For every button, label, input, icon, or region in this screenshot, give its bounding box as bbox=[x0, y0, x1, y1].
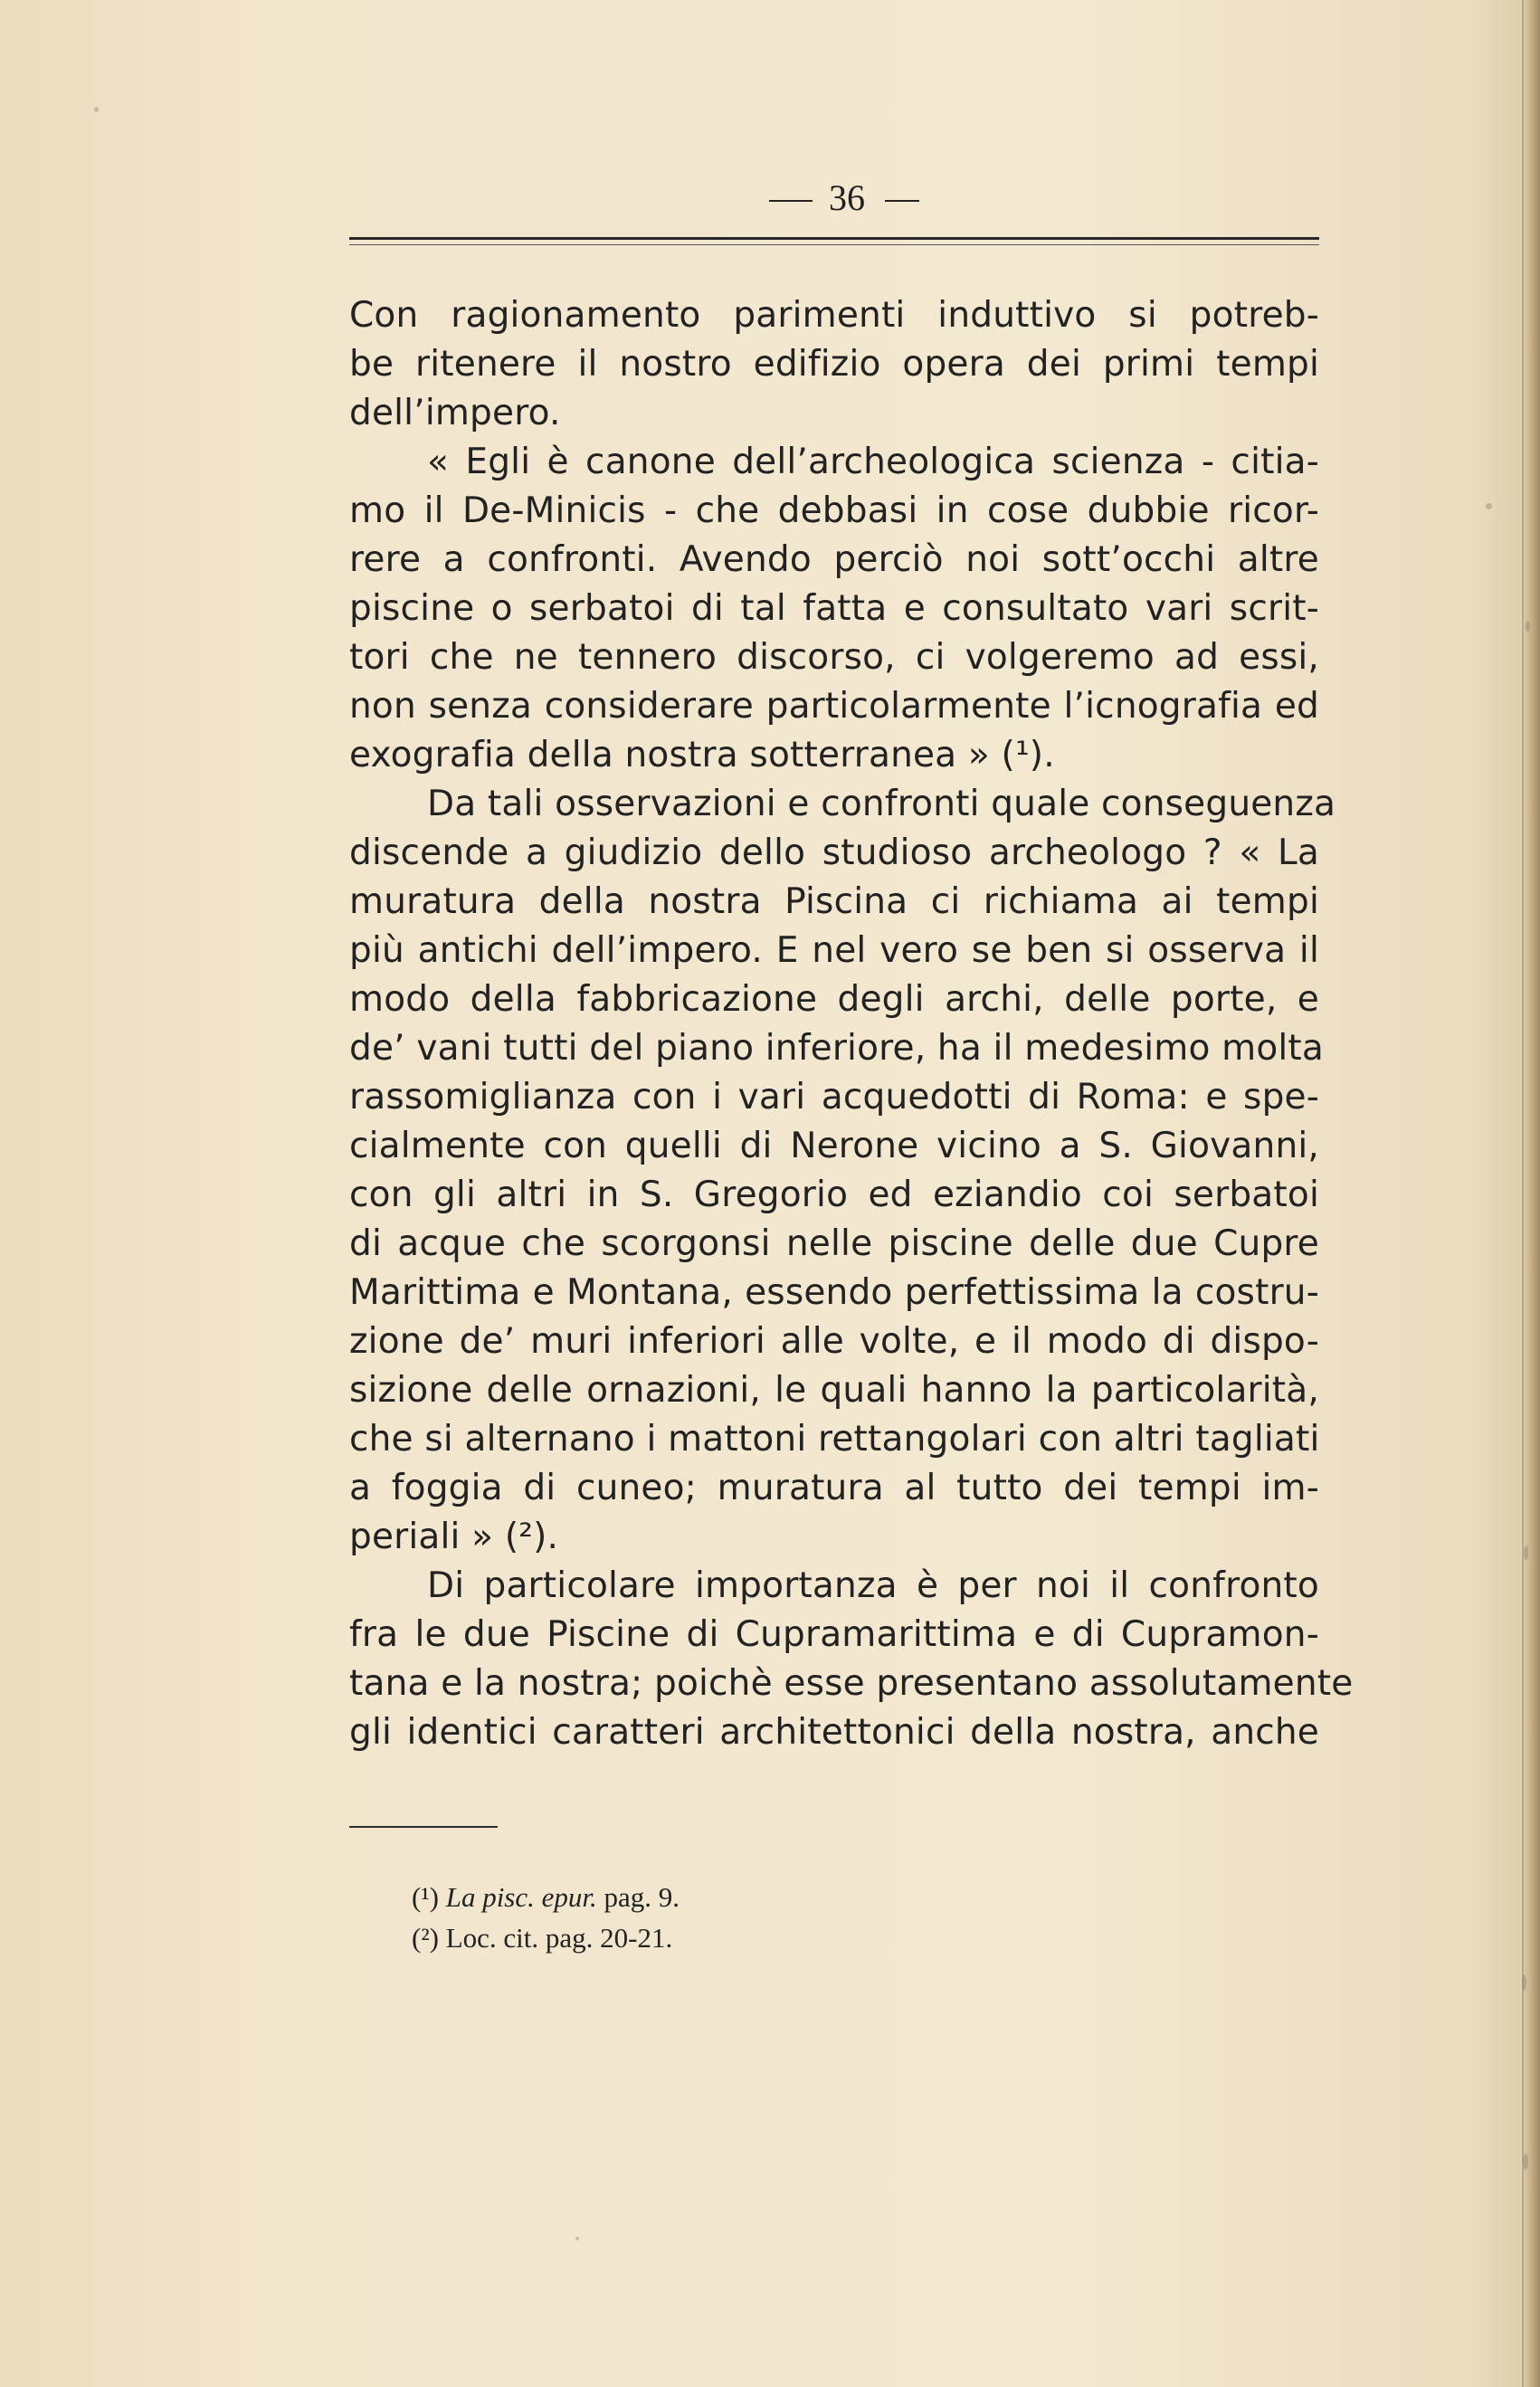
body-line: discende a giudizio dello studioso archeologo ? « La bbox=[349, 832, 1319, 873]
header-dash-left bbox=[769, 200, 813, 202]
paper-speck bbox=[575, 2237, 579, 2240]
paper-speck bbox=[1522, 1974, 1526, 1991]
body-line: rassomiglianza con i vari acquedotti di Roma: e spe- bbox=[349, 1077, 1319, 1117]
body-line: piscine o serbatoi di tal fatta e consultato vari scrit- bbox=[349, 588, 1319, 629]
body-line: mo il De-Minicis - che debbasi in cose dubbie ricor- bbox=[349, 490, 1319, 531]
footnote-mark: (¹) bbox=[412, 1881, 439, 1913]
body-line: Da tali osservazioni e confronti quale conseguenza bbox=[427, 784, 1336, 824]
header-rule-thin bbox=[349, 244, 1319, 245]
footnote-separator bbox=[349, 1826, 498, 1828]
header-rule bbox=[349, 237, 1319, 240]
footnote-mark: (²) bbox=[412, 1922, 439, 1954]
body-line: Di particolare importanza è per noi il confronto bbox=[427, 1565, 1319, 1606]
footnote-text: Loc. cit. pag. 20-21. bbox=[445, 1922, 673, 1954]
body-line: sizione delle ornazioni, le quali hanno la particolarità, bbox=[349, 1370, 1319, 1411]
body-line: Con ragionamento parimenti induttivo si potreb- bbox=[349, 295, 1319, 336]
paper-speck bbox=[1523, 2154, 1528, 2170]
body-line: muratura della nostra Piscina ci richiama ai tempi bbox=[349, 881, 1319, 922]
paper-speck bbox=[1526, 621, 1530, 632]
body-line: fra le due Piscine di Cupramarittima e di Cupramon- bbox=[349, 1614, 1319, 1655]
paper-speck bbox=[1524, 1545, 1528, 1560]
body-line: tori che ne tennero discorso, ci volgeremo ad essi, bbox=[349, 637, 1319, 678]
page-edge-line bbox=[1522, 0, 1524, 2387]
body-line: dell’impero. bbox=[349, 393, 561, 433]
body-line: « Egli è canone dell’archeologica scienza - citia- bbox=[427, 442, 1319, 482]
body-line: non senza considerare particolarmente l’icnografia ed bbox=[349, 686, 1319, 727]
body-line: rere a confronti. Avendo perciò noi sott’occhi altre bbox=[349, 539, 1319, 580]
body-line: gli identici caratteri architettonici della nostra, anche bbox=[349, 1712, 1319, 1753]
body-line: de’ vani tutti del piano inferiore, ha il medesimo molta bbox=[349, 1028, 1325, 1069]
body-line: zione de’ muri inferiori alle volte, e il modo di dispo- bbox=[349, 1321, 1319, 1362]
footnote-item bbox=[412, 1877, 955, 1917]
body-line: tana e la nostra; poichè esse presentano assolutamente bbox=[349, 1663, 1354, 1704]
footnote-italic-text: La pisc. epur. bbox=[445, 1881, 597, 1913]
body-line: più antichi dell’impero. E nel vero se ben si osserva il bbox=[349, 930, 1319, 971]
header-dash-right bbox=[885, 200, 919, 202]
body-line: Marittima e Montana, essendo perfettissima la costru- bbox=[349, 1272, 1319, 1313]
footnotes bbox=[412, 1877, 955, 1958]
paper-speck bbox=[94, 107, 99, 112]
body-line: che si alternano i mattoni rettangolari con altri tagliati bbox=[349, 1419, 1320, 1460]
page-header bbox=[769, 177, 968, 223]
body-line: di acque che scorgonsi nelle piscine delle due Cupre bbox=[349, 1223, 1319, 1264]
body-line: modo della fabbricazione degli archi, delle porte, e bbox=[349, 979, 1319, 1020]
body-line: be ritenere il nostro edifizio opera dei primi tempi bbox=[349, 344, 1319, 385]
body-line: exografia della nostra sotterranea » (¹). bbox=[349, 735, 1055, 775]
body-line: cialmente con quelli di Nerone vicino a S. Giovanni, bbox=[349, 1126, 1319, 1166]
footnote-item bbox=[412, 1917, 955, 1958]
footnote-text: pag. 9. bbox=[604, 1881, 680, 1913]
paper-speck bbox=[1486, 503, 1492, 509]
body-text bbox=[349, 291, 1354, 1757]
body-line: con gli altri in S. Gregorio ed eziandio coi serbatoi bbox=[349, 1174, 1319, 1215]
page-number: 36 bbox=[829, 177, 865, 218]
body-line: periali » (²). bbox=[349, 1517, 559, 1557]
body-line: a foggia di cuneo; muratura al tutto dei tempi im- bbox=[349, 1468, 1319, 1508]
